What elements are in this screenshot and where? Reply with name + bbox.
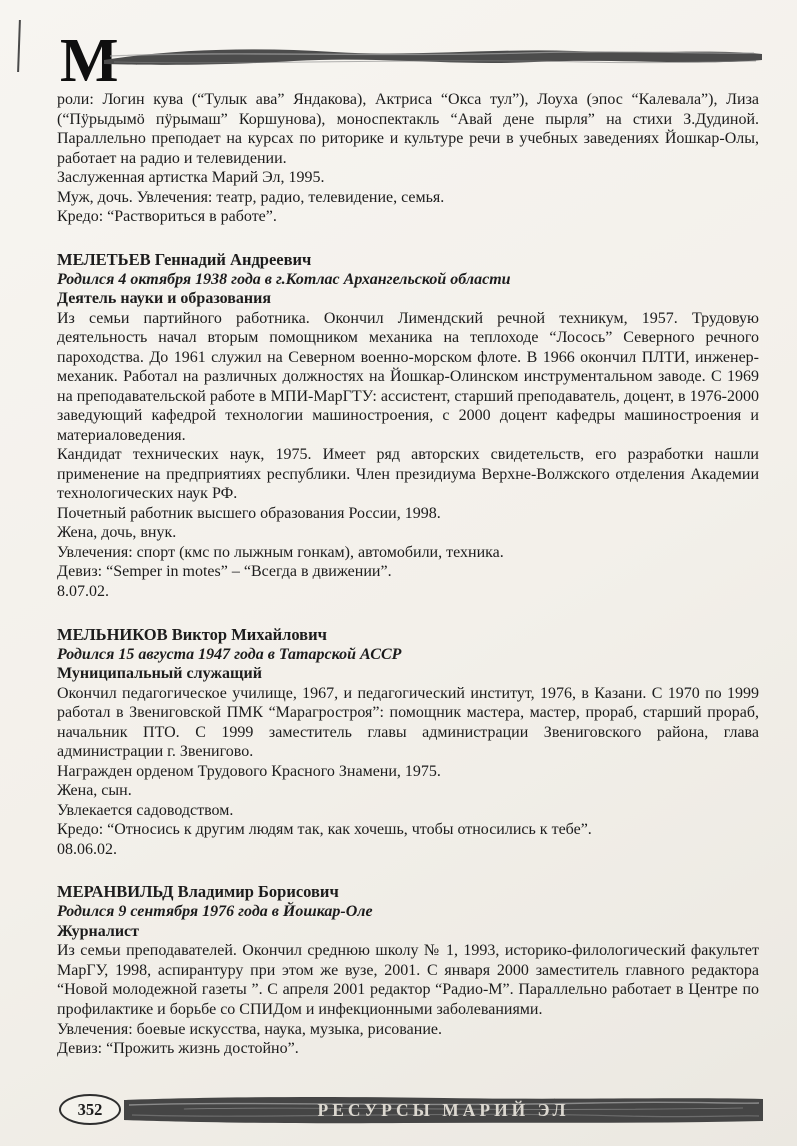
entry-continuation (57, 90, 759, 227)
entry-name: МЕЛЕТЬЕВ Геннадий Андреевич (57, 249, 312, 269)
entry-paragraph: Окончил педагогическое училище, 1967, и педагогический институт, 1976, в Казани. С 1970 по 1999 работал в Звениговской ПМК “Марагростроя”: помощник мастера, мастер, прораб, старший прораб, начальник ПТО. С 1999 заместитель главы администрации Звениговского района, глава администрации г. Звенигово. (57, 684, 759, 761)
entry-paragraph: Девиз: “Прожить жизнь достойно”. (57, 1040, 299, 1058)
entry-paragraph: Кандидат технических наук, 1975. Имеет ряд авторских свидетельств, его разработки нашли применение на предприятиях республики. Член президиума Верхне-Волжского отделения Академии технологических наук РФ. (57, 446, 759, 503)
entry-paragraph: Из семьи преподавателей. Окончил среднюю школу № 1, 1993, историко-филологический факультет МарГУ, 1998, аспирантуру при этом же вузе, 2001. С января 2000 заместитель главного редактора “Новой молодежной газеты ”. С апреля 2001 редактор “Радио-М”. Параллельно работает в Центре по профилактике и борьбе со СПИДом и инфекционными заболеваниями. (57, 942, 759, 1018)
entry-paragraph: Муж, дочь. Увлечения: театр, радио, телевидение, семья. (57, 188, 445, 206)
top-decorative-band (104, 44, 762, 70)
footer-band (124, 1096, 763, 1124)
entry-paragraph: Увлечения: боевые искусства, наука, музыка, рисование. (57, 1020, 442, 1038)
entry-paragraph: Почетный работник высшего образования России, 1998. (57, 504, 441, 522)
entry-occupation: Муниципальный служащий (57, 665, 262, 683)
entry-paragraph: 8.07.02. (57, 582, 109, 600)
footer-title: РЕСУРСЫ МАРИЙ ЭЛ (317, 1100, 570, 1120)
entry-occupation: Деятель науки и образования (57, 290, 271, 308)
entry-paragraph: Увлечения: спорт (кмс по лыжным гонкам), автомобили, техника. (57, 543, 504, 561)
entry-paragraph: Награжден орденом Трудового Красного Знамени, 1975. (57, 762, 441, 780)
entry-paragraph: роли: Логин кува (“Тулык ава” Яндакова), Актриса “Окса тул”), Лоуха (эпос “Калевала”), Лиза (“Пӱрыдымӧ пӱрымаш” Коршунова), моноспектакль “Авай дене пырля” на стихи З.Дудиной. Параллельно преподает на курсах по риторике и культуре речи в учебных заведениях Йошкар-Олы, работает на радио и телевидении. (57, 91, 759, 167)
entry-meranvild (57, 882, 759, 1058)
entry-paragraph: Жена, дочь, внук. (57, 524, 177, 542)
entry-name: МЕЛЬНИКОВ Виктор Михайлович (57, 624, 327, 644)
entry-birth-line: Родился 4 октября 1938 года в г.Котлас Архангельской области (57, 270, 511, 288)
scan-artifact-line (17, 20, 21, 72)
entry-paragraph: Жена, сын. (57, 782, 132, 800)
page-number-badge: 352 (59, 1094, 121, 1125)
entry-paragraph: Девиз: “Semper in motes” – “Всегда в движении”. (57, 563, 392, 581)
entry-birth-line: Родился 9 сентября 1976 года в Йошкар-Оле (57, 903, 373, 921)
entry-paragraph: Кредо: “Относись к другим людям так, как хочешь, чтобы относились к тебе”. (57, 821, 592, 839)
entry-paragraph: Увлекается садоводством. (57, 801, 234, 819)
entry-name: МЕРАНВИЛЬД Владимир Борисович (57, 882, 339, 902)
entry-meletyev (57, 250, 759, 602)
entry-paragraph: 08.06.02. (57, 840, 117, 858)
section-letter-heading: М (60, 27, 119, 95)
entry-occupation: Журналист (57, 922, 140, 940)
page-content (57, 90, 759, 1059)
entry-paragraph: Кредо: “Раствориться в работе”. (57, 208, 277, 226)
entry-paragraph: Из семьи партийного работника. Окончил Лимендский речной техникум, 1957. Трудовую деятельность начал вторым помощником механика на теплоходе “Лосось” Северного речного пароходства. До 1961 служил на Северном военно-морском флоте. В 1966 окончил ПЛТИ, инженер-механик. Работал на различных должностях на Йошкар-Олинском инструментальном заводе. С 1969 на преподавательской работе в МПИ-МарГТУ: ассистент, старший преподаватель, доцент, в 1976-2000 заведующий кафедрой технологии машиностроения, с 2000 доцент кафедры машиностроения и материаловедения. (57, 309, 759, 444)
entry-paragraph: Заслуженная артистка Марий Эл, 1995. (57, 169, 325, 187)
entry-birth-line: Родился 15 августа 1947 года в Татарской АССР (57, 645, 402, 663)
entry-melnikov (57, 625, 759, 860)
